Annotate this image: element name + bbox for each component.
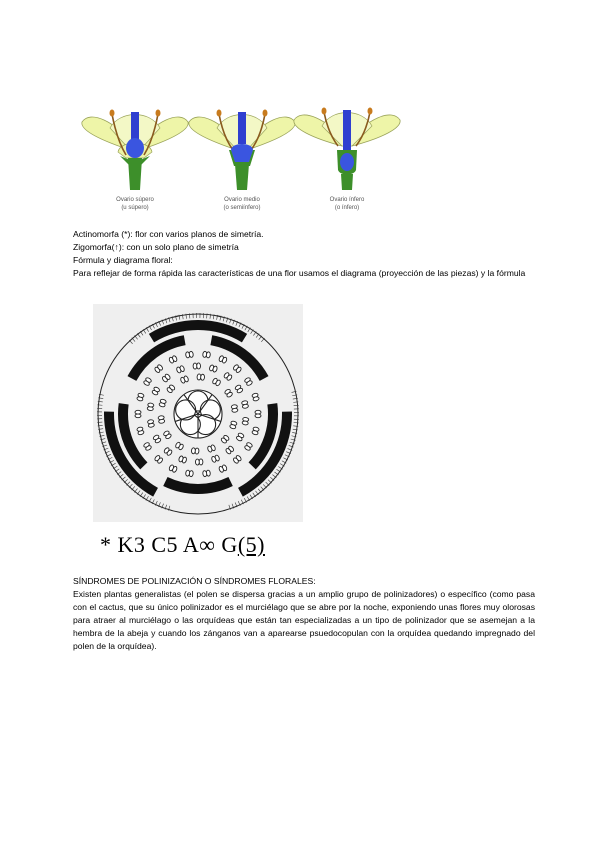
caption-superior: Ovario súpero (u súpero)	[116, 197, 154, 211]
caption-inferior: Ovario ínfero (o ínfero)	[329, 197, 365, 211]
floral-formula	[100, 532, 265, 558]
formula-description: Para reflejar de forma rápida las características de una flor usamos el diagrama (proyección de las piezas) y la fórmula	[73, 268, 526, 278]
formula-symbol: *	[100, 532, 112, 557]
section-body: Existen plantas generalistas (el polen se dispersa gracias a un amplio grupo de polinizadores) o específico (como pasa con el cactus, que su único polinizador es el murciélago que se abre por la noche, exponiendo unas flores muy olorosas para atraer al murciélago o las orquídeas que están tan especializadas a un tipo de polinizador que se asemejan a la hembra de la abeja y cuando los zánganos van a aparearse psuedocopulan con la orquídea quedando impregnado del polen de la orquídea).	[73, 589, 535, 651]
actinomorphic-definition: Actinomorfa (*): flor con varios planos de simetría.	[73, 229, 264, 239]
zygomorphic-definition: Zigomorfa(↑): con un solo plano de simetría	[73, 242, 239, 252]
formula-heading: Fórmula y diagrama floral:	[73, 255, 173, 265]
caption-medium: Ovario medio (o semiínfero)	[223, 197, 261, 211]
floral-diagram	[93, 304, 303, 522]
carpel	[176, 400, 196, 420]
formula-parts: K3 C5 A∞ G	[117, 532, 238, 557]
formula-gynoecium: (5)	[237, 532, 265, 557]
petal	[163, 477, 233, 494]
section-heading: SÍNDROMES DE POLINIZACIÓN O SÍNDROMES FLORALES:	[73, 576, 316, 586]
